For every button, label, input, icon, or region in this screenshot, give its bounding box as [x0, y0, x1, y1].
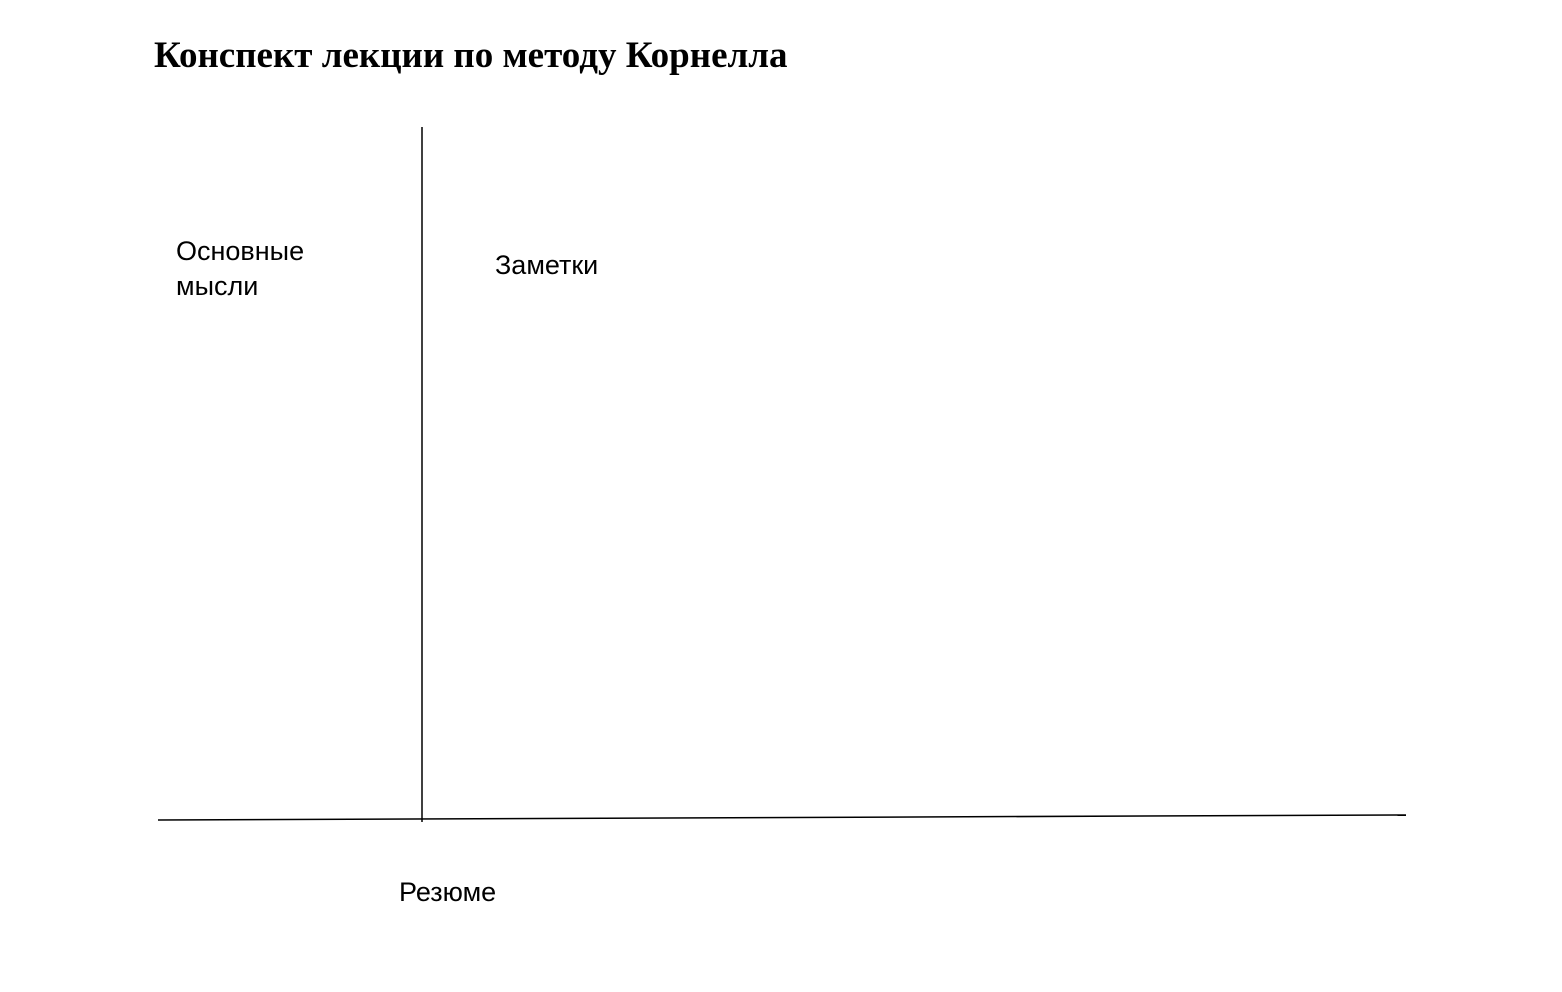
- cue-column-label-line-1: Основные: [176, 236, 305, 266]
- notes-column-label: Заметки: [495, 250, 599, 280]
- summary-section-label: Резюме: [399, 877, 497, 907]
- cue-column-label: [176, 234, 376, 304]
- cue-column-label-line-2: мысли: [176, 271, 259, 301]
- page-title: Конспект лекции по методу Корнелла: [154, 35, 788, 76]
- summary-divider: [158, 815, 1406, 820]
